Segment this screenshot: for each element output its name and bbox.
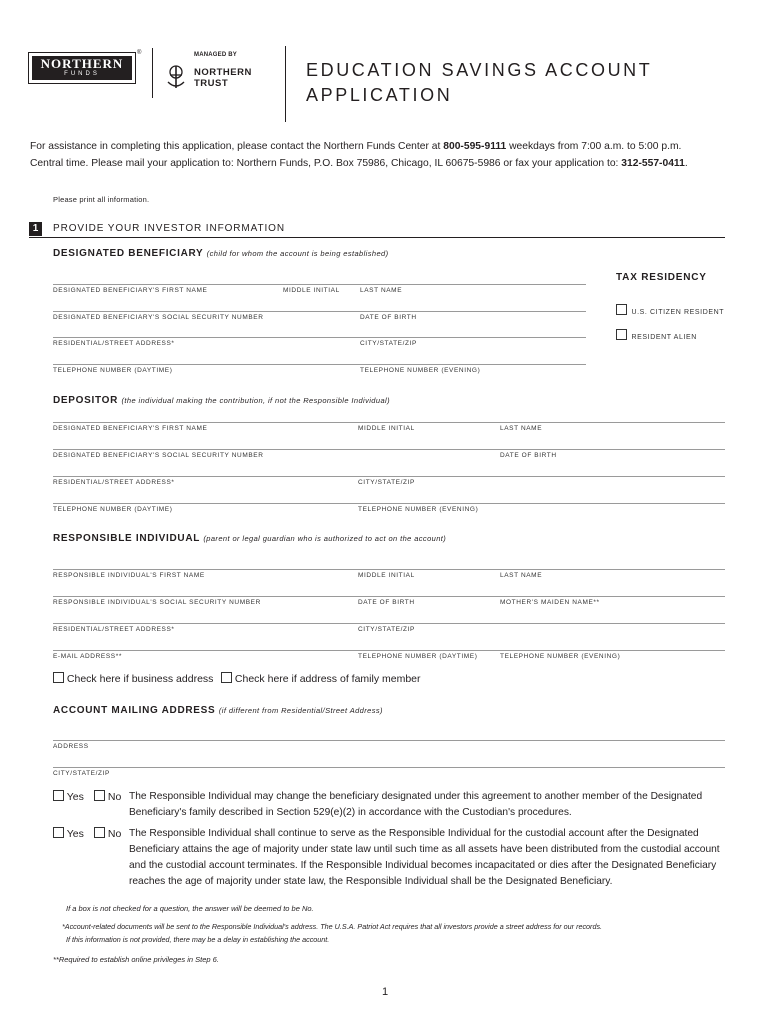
business-address-label: Check here if business address [66, 673, 214, 685]
tax-resident-alien-option[interactable] [616, 326, 697, 344]
beneficiary-heading [53, 248, 389, 259]
bene-row3-line [53, 337, 586, 338]
logo-divider [152, 48, 153, 98]
northern-trust-line1: NORTHERN [194, 67, 252, 78]
mailing-heading [53, 705, 383, 716]
tax-resident-alien-checkbox[interactable] [616, 329, 627, 340]
depositor-title: DEPOSITOR [53, 395, 119, 406]
section-rule [29, 237, 725, 238]
q2-no-checkbox[interactable] [94, 827, 105, 838]
footnote-unchecked: If a box is not checked for a question, the answer will be deemed to be No. [66, 904, 314, 913]
business-address-checkbox[interactable] [53, 672, 64, 683]
dep-row2-line [53, 449, 725, 450]
q1-no-option[interactable] [94, 790, 121, 803]
q2-text: The Responsible Individual shall continue to serve as the Responsible Individual for the custodial account after the Designated Beneficiary attains the age of majority under state law until such time as all assets have been distributed from the custodial account and the custodial account terminates. If the Responsible Individual becomes incapacitated or dies after the Designated Beneficiary reaches the age of majority under state law, the Responsible Individual shall be the Designated Beneficiary. [129, 828, 720, 887]
dep-phone-eve-label[interactable]: TELEPHONE NUMBER (EVENING) [358, 506, 479, 513]
page-title-line2: APPLICATION [306, 85, 453, 105]
resp-row1-line [53, 569, 725, 570]
beneficiary-note: (child for whom the account is being established) [206, 249, 389, 258]
tax-us-citizen-checkbox[interactable] [616, 304, 627, 315]
q1-text: The Responsible Individual may change the beneficiary designated under this agreement to another member of the Designated Beneficiary's family described in Section 529(e)(2) in accordance with the Custodian's procedures. [129, 791, 703, 818]
q1-yes-option[interactable] [53, 790, 84, 803]
resp-row4-line [53, 650, 725, 651]
dep-row3-line [53, 476, 725, 477]
bene-phone-day-label[interactable]: TELEPHONE NUMBER (DAYTIME) [53, 367, 173, 374]
header-divider [285, 46, 286, 122]
dep-address-label[interactable]: RESIDENTIAL/STREET ADDRESS* [53, 479, 175, 486]
logo-subtext: FUNDS [64, 71, 100, 77]
northern-trust-icon [165, 64, 187, 95]
bene-address-label[interactable]: RESIDENTIAL/STREET ADDRESS* [53, 340, 175, 347]
q2-yes-label: Yes [66, 828, 84, 840]
resp-phone-eve-label[interactable]: TELEPHONE NUMBER (EVENING) [500, 653, 621, 660]
q1-no-label: No [107, 791, 122, 803]
q1-yes-checkbox[interactable] [53, 790, 64, 801]
resp-row3-line [53, 623, 725, 624]
resp-address-label[interactable]: RESIDENTIAL/STREET ADDRESS* [53, 626, 175, 633]
dep-last-name-label[interactable]: LAST NAME [500, 425, 543, 432]
bene-last-name-label[interactable]: LAST NAME [360, 287, 403, 294]
dep-ssn-label[interactable]: DESIGNATED BENEFICIARY'S SOCIAL SECURITY NUMBER [53, 452, 264, 459]
tax-us-citizen-label: U.S. CITIZEN RESIDENT [631, 309, 725, 316]
intro-text-4: . [684, 158, 688, 169]
page-title-line1: EDUCATION SAVINGS ACCOUNT [306, 60, 653, 80]
q2-yes-checkbox[interactable] [53, 827, 64, 838]
footnote-star1-line2: If this information is not provided, there may be a delay in establishing the account. [66, 935, 330, 944]
resp-ssn-label[interactable]: RESPONSIBLE INDIVIDUAL'S SOCIAL SECURITY NUMBER [53, 599, 261, 606]
dep-middle-initial-label[interactable]: MIDDLE INITIAL [358, 425, 415, 432]
northern-trust-line2: TRUST [194, 78, 229, 89]
managed-by-label: MANAGED BY [194, 52, 238, 58]
footnote-star1-line1: *Account-related documents will be sent to the Responsible Individual's address. The U.S.A. Patriot Act requires that all investors provide a street address for our records. [62, 922, 603, 931]
depositor-note: (the individual making the contribution, if not the Responsible Individual) [121, 396, 390, 405]
responsible-heading [53, 533, 446, 544]
bene-first-name-label[interactable]: DESIGNATED BENEFICIARY'S FIRST NAME [53, 287, 208, 294]
responsible-title: RESPONSIBLE INDIVIDUAL [53, 533, 200, 544]
bene-city-label[interactable]: CITY/STATE/ZIP [360, 340, 417, 347]
bene-phone-eve-label[interactable]: TELEPHONE NUMBER (EVENING) [360, 367, 481, 374]
intro-phone: 800-595-9111 [443, 141, 507, 152]
section-title: PROVIDE YOUR INVESTOR INFORMATION [53, 223, 285, 234]
q2-no-option[interactable] [94, 827, 121, 840]
resp-phone-day-label[interactable]: TELEPHONE NUMBER (DAYTIME) [358, 653, 478, 660]
tax-residency-heading: TAX RESIDENCY [616, 272, 707, 283]
bene-row4-line [53, 364, 586, 365]
resp-dob-label[interactable]: DATE OF BIRTH [358, 599, 415, 606]
bene-dob-label[interactable]: DATE OF BIRTH [360, 314, 417, 321]
dep-row1-line [53, 422, 725, 423]
bene-ssn-label[interactable]: DESIGNATED BENEFICIARY'S SOCIAL SECURITY NUMBER [53, 314, 264, 321]
resp-city-label[interactable]: CITY/STATE/ZIP [358, 626, 415, 633]
bene-row2-line [53, 311, 586, 312]
dep-phone-day-label[interactable]: TELEPHONE NUMBER (DAYTIME) [53, 506, 173, 513]
mailing-note: (if different from Residential/Street Address) [218, 706, 383, 715]
mail-row2-line [53, 767, 725, 768]
registered-mark: ® [137, 50, 142, 56]
intro-fax: 312-557-0411 [621, 158, 685, 169]
resp-first-name-label[interactable]: RESPONSIBLE INDIVIDUAL'S FIRST NAME [53, 572, 205, 579]
logo-text: NORTHERN [40, 56, 124, 71]
dep-dob-label[interactable]: DATE OF BIRTH [500, 452, 557, 459]
page-number: 1 [382, 986, 389, 998]
mail-city-label[interactable]: CITY/STATE/ZIP [53, 770, 110, 777]
resp-middle-initial-label[interactable]: MIDDLE INITIAL [358, 572, 415, 579]
business-address-option[interactable] [53, 672, 213, 685]
q1-no-checkbox[interactable] [94, 790, 105, 801]
mailing-title: ACCOUNT MAILING ADDRESS [53, 705, 216, 716]
family-address-checkbox[interactable] [221, 672, 232, 683]
q1-yes-label: Yes [66, 791, 84, 803]
footnote-star2: **Required to establish online privileges in Step 6. [53, 955, 219, 964]
bene-row1-line [53, 284, 586, 285]
section-number: 1 [29, 222, 42, 236]
mail-address-label[interactable]: ADDRESS [53, 743, 89, 750]
resp-maiden-label[interactable]: MOTHER'S MAIDEN NAME** [500, 599, 600, 606]
mail-row1-line [53, 740, 725, 741]
intro-text-1: For assistance in completing this application, please contact the Northern Funds Center at [30, 141, 444, 152]
family-address-option[interactable] [221, 672, 421, 685]
intro-paragraph [30, 138, 740, 172]
dep-city-label[interactable]: CITY/STATE/ZIP [358, 479, 415, 486]
tax-us-citizen-option[interactable] [616, 301, 724, 319]
print-note: Please print all information. [53, 195, 150, 204]
resp-email-label[interactable]: E-MAIL ADDRESS** [53, 653, 122, 660]
tax-resident-alien-label: RESIDENT ALIEN [631, 334, 697, 341]
intro-text-3: Central time. Please mail your application to: Northern Funds, P.O. Box 75986, Chicago, IL 60675-5986 or fax your application to: [30, 158, 622, 169]
bene-middle-initial-label[interactable]: MIDDLE INITIAL [283, 287, 340, 294]
responsible-note: (parent or legal guardian who is authorized to act on the account) [203, 534, 447, 543]
beneficiary-title: DESIGNATED BENEFICIARY [53, 248, 204, 259]
q2-no-label: No [107, 828, 122, 840]
depositor-heading [53, 395, 390, 406]
northern-funds-logo [28, 52, 136, 84]
resp-last-name-label[interactable]: LAST NAME [500, 572, 543, 579]
dep-row4-line [53, 503, 725, 504]
q2-yes-option[interactable] [53, 827, 84, 840]
resp-row2-line [53, 596, 725, 597]
family-address-label: Check here if address of family member [234, 673, 421, 685]
intro-text-2: weekdays from 7:00 a.m. to 5:00 p.m. [506, 141, 682, 152]
dep-first-name-label[interactable]: DESIGNATED BENEFICIARY'S FIRST NAME [53, 425, 208, 432]
